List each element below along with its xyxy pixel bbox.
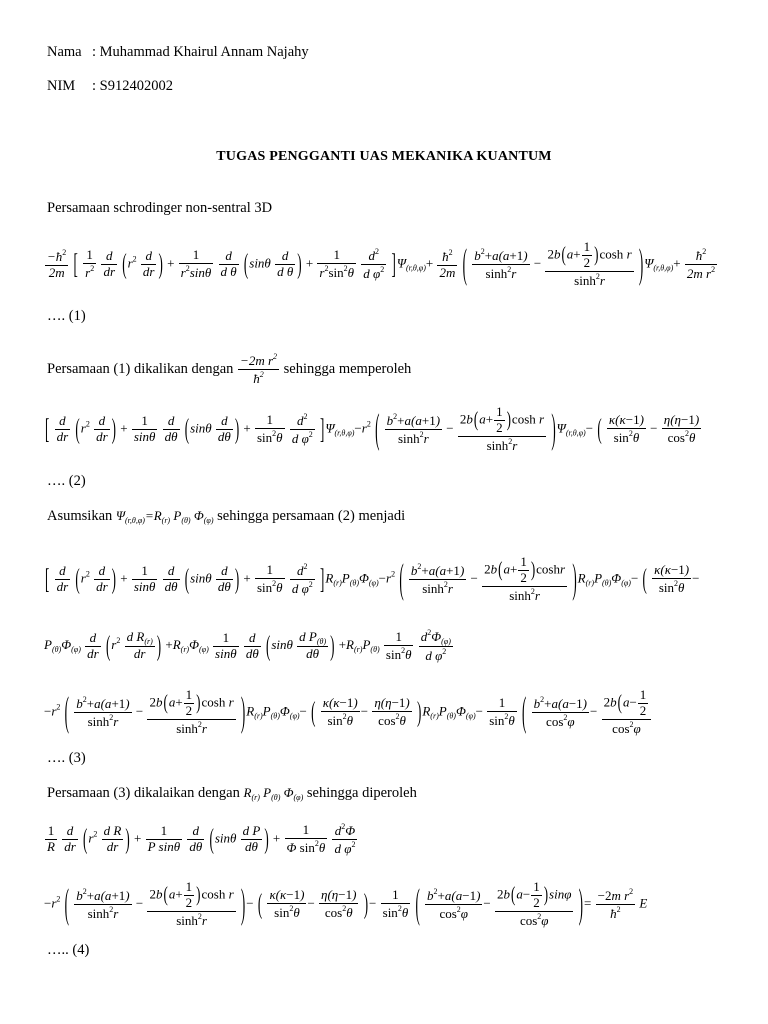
nim-label: NIM (47, 78, 76, 94)
nama-label: Nama (47, 44, 82, 60)
nama-line (47, 44, 309, 61)
equation-4-line-1: $\frac{1}{R}$ $\frac{d}{dr}$ ($r^2$ $\frac{\text{d R}}{dr}$ ) + $\frac{1}{\text{P sinθ}}$ $\frac{d}{d\theta}$ (sinθ $\frac{\text{d P}}{d\theta}$ ) + $\frac{1}{\Phi \sin^2\theta}$ $\frac{d^2\Phi}{d \varphi^2}$ (47, 821, 356, 856)
equation-2: [ $\frac{d}{dr}$ ($r^2$ $\frac{d}{dr}$ ) + $\frac{1}{\sin\theta}$ $\frac{d}{d\theta}$ (sinθ $\frac{d}{d\theta}$ ) + $\frac{1}{\sin^2\theta}$ $\frac{d^2}{d \varphi^2}$ ]$\Psi_{(r,\theta,\varphi)}-r^2$ ( $\frac{b^2+a(a+1)}{\sinh^2r}$ − 2b(a+ $\frac{1}{2}$ )cosh r $\sinh^2r$ )$\Psi_{(r,\theta,\varphi)}-$ ( $\frac{\kappa(\kappa-1)}{\sin^2\theta}$ − $\frac{\eta(\eta-1)}{\cos^2\theta}$ (45, 403, 700, 453)
section-1-text: Persamaan schrodinger non-sentral 3D (47, 200, 273, 216)
nama-value: : Muhammad Khairul Annam Najahy (92, 44, 309, 60)
nim-line (47, 78, 173, 95)
page-title: TUGAS PENGGANTI UAS MEKANIKA KUANTUM (216, 149, 552, 164)
nim-value: : S912402002 (92, 78, 173, 94)
equation-4-line-2: $-r^2$ ( $\frac{b^2+a(a+1)}{\sinh^2r}$ − 2b(a+ $\frac{1}{2}$ )cosh r $\sinh^2r$ )− ( $\frac{\kappa(\kappa-1)}{\sin^2\theta}$ − $\frac{\eta(\eta-1)}{\cos^2\theta}$ )− $\frac{1}{\sin^2\theta}$ ( $\frac{b^2+a(a-1)}{\cos^2\varphi}$ − 2b(a− $\frac{1}{2}$ )sinφ $\cos^2\varphi$ )= $\frac{-2m r^2}{ħ^2}$ E (44, 878, 648, 928)
section-4-text: Persamaan (3) dikalaikan dengan $R_{(r)}$ $P_{(\theta)}$ $\Phi_{(\varphi)}$ sehingga diperoleh (47, 785, 417, 802)
section-3-text: Asumsikan $\Psi_{(r,\theta,\varphi)}=R_{(r)}$ $P_{(\theta)}$ $\Phi_{(\varphi)}$ sehingga persamaan (2) menjadi (47, 508, 406, 525)
equation-1-tag: …. (1) (47, 308, 86, 324)
equation-3-tag: …. (3) (47, 750, 86, 766)
equation-4-tag: ….. (4) (47, 942, 90, 958)
equation-2-tag: …. (2) (47, 473, 86, 489)
equation-1: $\frac{-ħ^2}{2m}$ [ $\frac{1}{r^2}$ $\frac{d}{dr}$ ($r^2$ $\frac{d}{dr}$ ) + $\frac{1}{r^2\sin\theta}$ $\frac{d}{\text{d θ}}$ (sinθ $\frac{d}{\text{d θ}}$ ) + $\frac{1}{r^2\sin^2\theta}$ $\frac{d^2}{d \varphi^2}$ ]$\Psi_{(r,\theta,\varphi)}+$ $\frac{ħ^2}{2m}$ ( $\frac{b^2+a(a+1)}{\sinh^2r}$ − 2b(a+ $\frac{1}{2}$ )cosh r $\sinh^2r$ )$\Psi_{(r,\theta,\varphi)}+$ $\frac{ħ^2}{2m r^2}$ (47, 238, 716, 288)
section-2-text: Persamaan (1) dikalikan dengan $\frac{-2m r^2}{ħ^2}$ sehingga memperoleh (47, 352, 412, 386)
equation-3-line-3: $-r^2$ ( $\frac{b^2+a(a+1)}{\sinh^2r}$ − 2b(a+ $\frac{1}{2}$ )cosh r $\sinh^2r$ )$R_{(r)}P_{(\theta)}\Phi_{(\varphi)}-$ ( $\frac{\kappa(\kappa-1)}{\sin^2\theta}$ − $\frac{\eta(\eta-1)}{\cos^2\theta}$ )$R_{(r)}P_{(\theta)}\Phi_{(\varphi)}-$ $\frac{1}{\sin^2\theta}$ ( $\frac{b^2+a(a-1)}{\cos^2\varphi}$ − 2b(a− $\frac{1}{2}$ $\cos^2\varphi$ (44, 688, 652, 737)
equation-3-line-2: $P_{(\theta)}\Phi_{(\varphi)}$ $\frac{d}{dr}$ ($r^2$ $\frac{d R_{(r)}}{dr}$ ) $+R_{(r)}\Phi_{(\varphi)}$ $\frac{1}{\sin\theta}$ $\frac{d}{d\theta}$ (sinθ $\frac{d P_{(\theta)}}{d\theta}$ ) $+R_{(r)}P_{(\theta)}$ $\frac{1}{\sin^2\theta}$ $\frac{d^2\Phi_{(\varphi)}}{d \varphi^2}$ (44, 628, 451, 664)
equation-3-line-1: [ $\frac{d}{dr}$ ($r^2$ $\frac{d}{dr}$ ) + $\frac{1}{\sin\theta}$ $\frac{d}{d\theta}$ (sinθ $\frac{d}{d\theta}$ ) + $\frac{1}{\sin^2\theta}$ $\frac{d^2}{d \varphi^2}$ ]$R_{(r)}P_{(\theta)}\Phi_{(\varphi)}-r^2$ ( $\frac{b^2+a(a+1)}{\sinh^2r}$ − 2b(a+ $\frac{1}{2}$ )coshr $\sinh^2r$ )$R_{(r)}P_{(\theta)}\Phi_{(\varphi)}-$ ( $\frac{\kappa(\kappa-1)}{\sin^2\theta}$ − (45, 553, 700, 603)
